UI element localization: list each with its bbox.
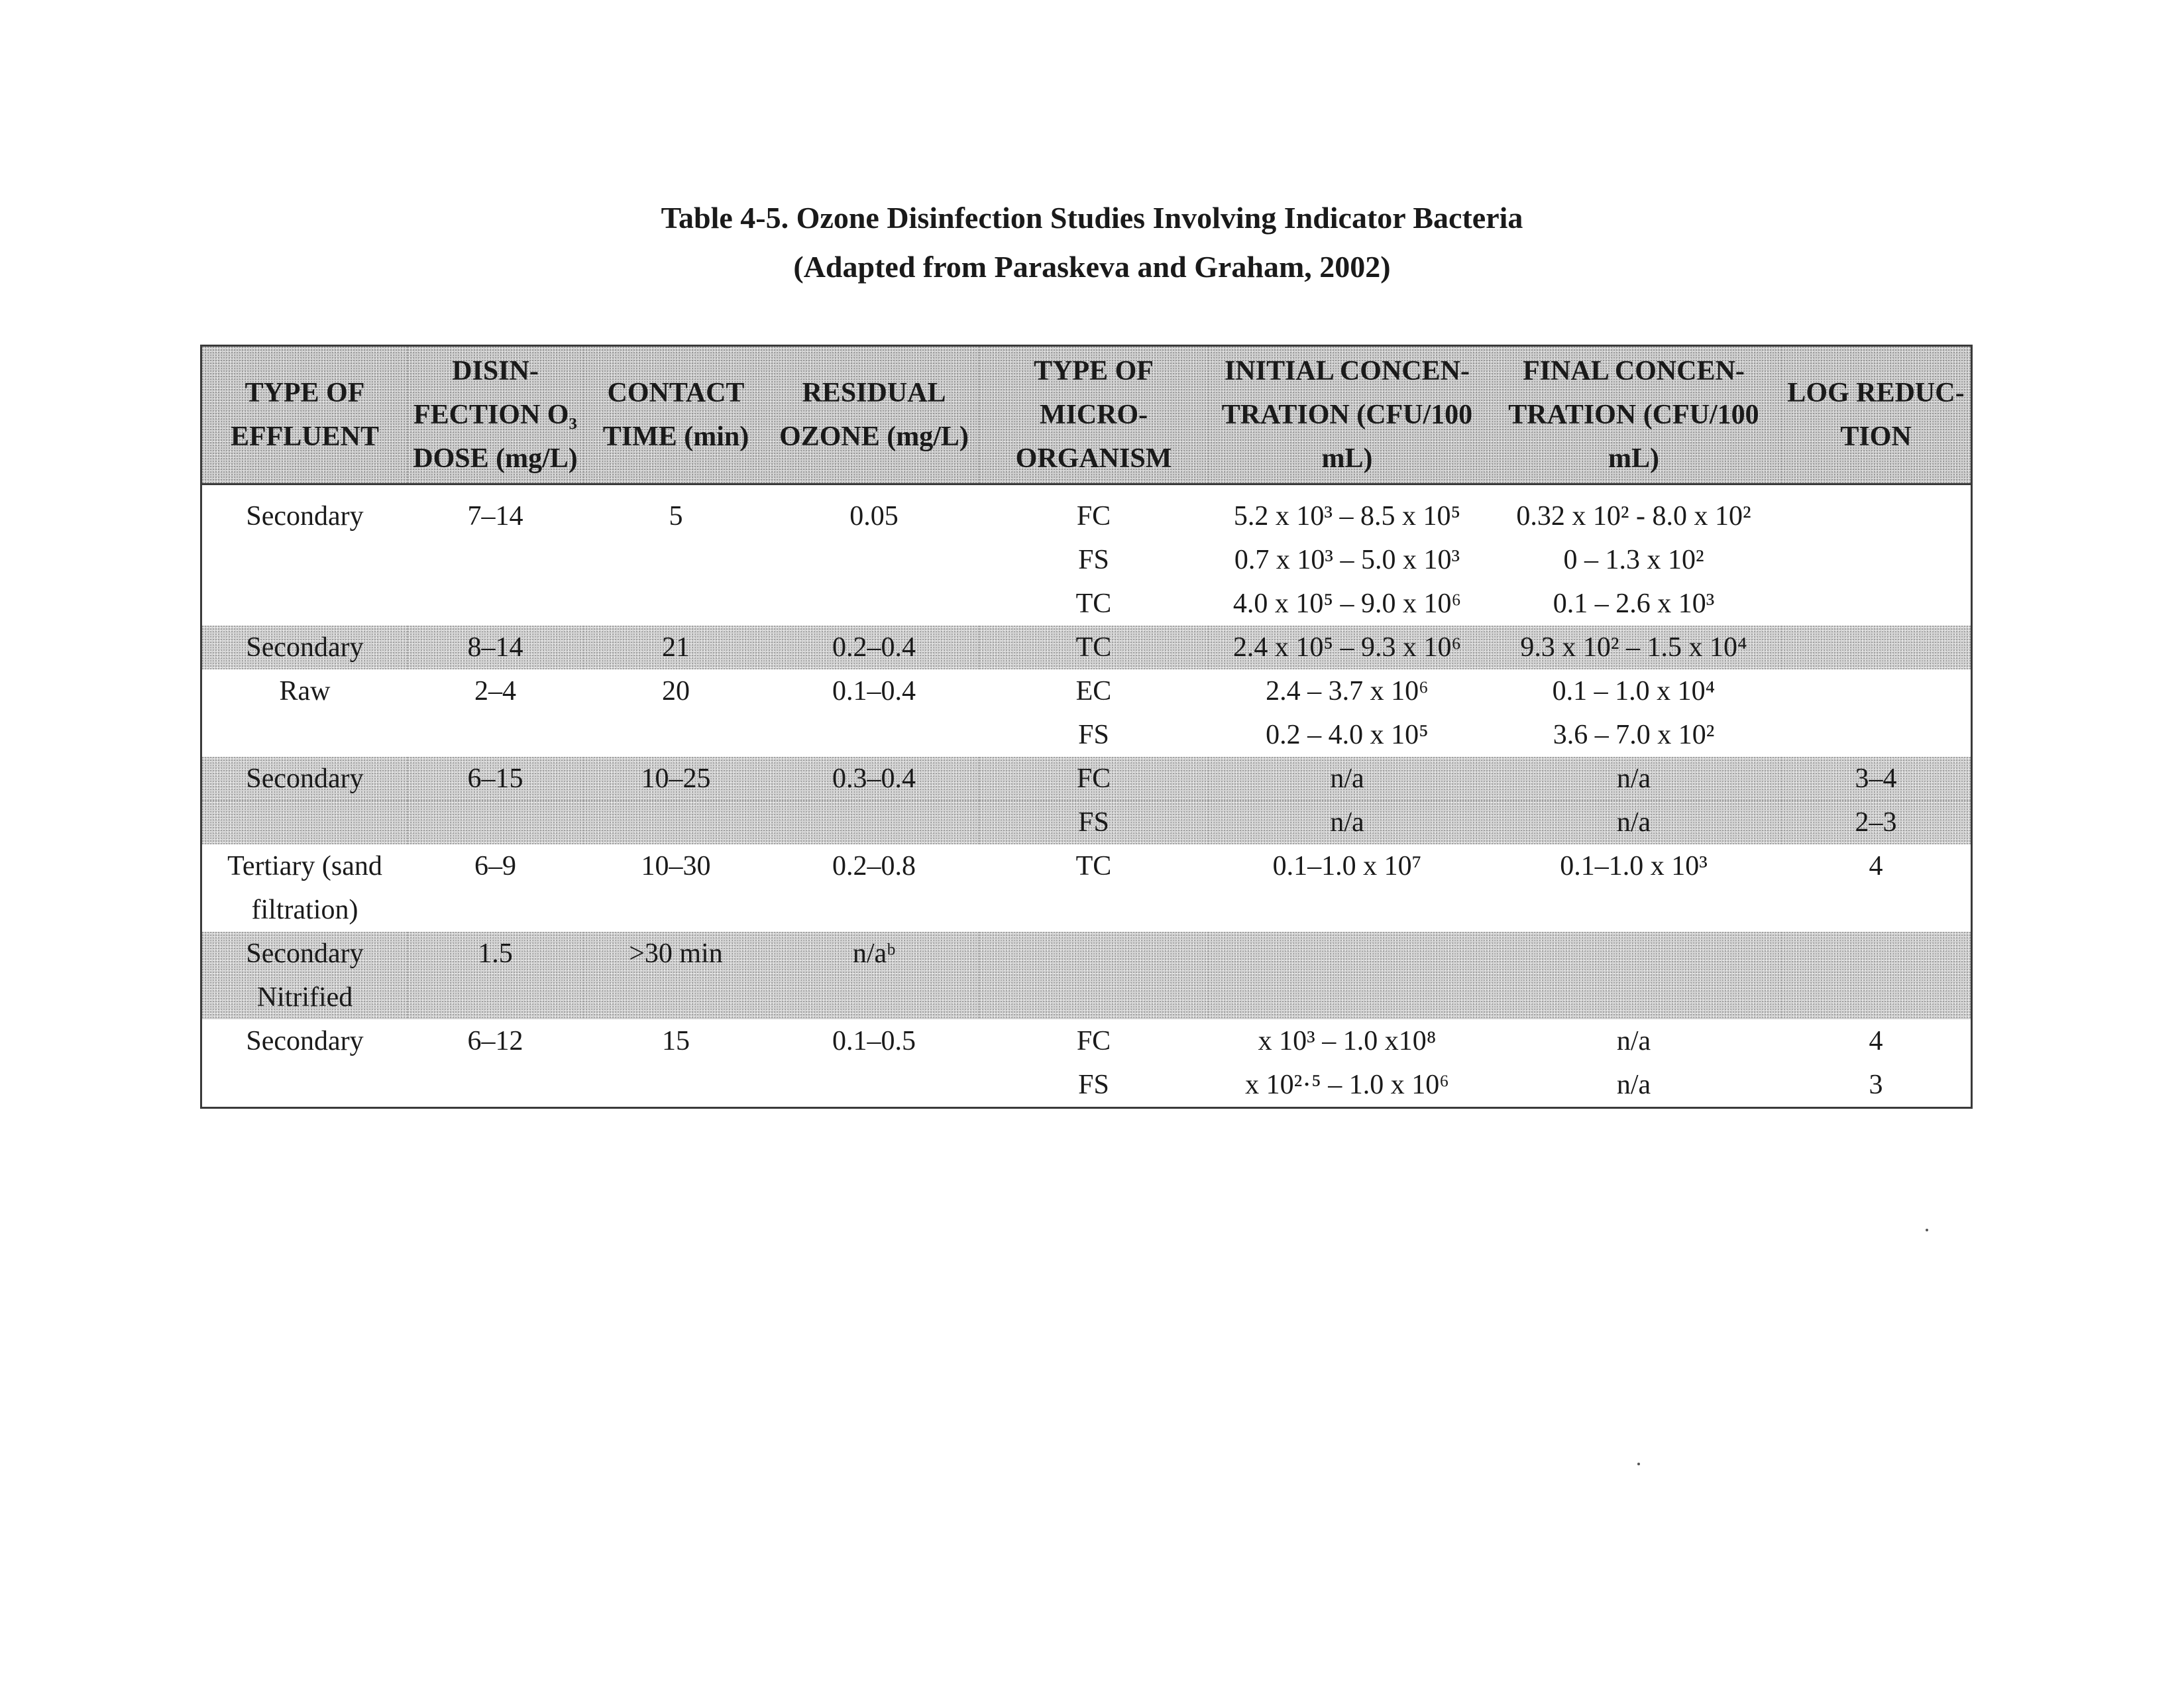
cell-final: 9.3 x 10² – 1.5 x 10⁴ — [1486, 626, 1781, 669]
cell-organism: TC — [979, 626, 1208, 669]
cell-organism: FS — [979, 801, 1208, 844]
cell-initial: 2.4 – 3.7 x 10⁶ — [1266, 676, 1429, 706]
cell-contact-time — [583, 1063, 769, 1107]
cell-contact-time — [583, 538, 769, 582]
cell-final: 0.1 – 1.0 x 10⁴ — [1552, 676, 1716, 706]
table-header — [202, 347, 1971, 484]
header-row — [202, 347, 1971, 484]
header-ozone-dose: DISIN-FECTION O₃ DOSE (mg/L) — [408, 347, 583, 484]
page-speck — [1926, 1229, 1928, 1231]
cell-contact-time: 21 — [583, 626, 769, 669]
cell-dose: 6–9 — [474, 851, 516, 881]
cell-dose — [408, 801, 583, 844]
table-row — [202, 1063, 1971, 1107]
cell-organism: FS — [1078, 545, 1109, 575]
cell-final: 0 – 1.3 x 10² — [1563, 545, 1704, 575]
cell-final: n/a — [1616, 1070, 1651, 1100]
cell-initial: 0.7 x 10³ – 5.0 x 10³ — [1234, 545, 1460, 575]
cell-log-reduction — [1781, 538, 1971, 582]
cell-final: 0.1–1.0 x 10³ — [1560, 851, 1708, 881]
cell-initial: 2.4 x 10⁵ – 9.3 x 10⁶ — [1208, 626, 1486, 669]
table-row — [202, 1019, 1971, 1063]
cell-dose: 1.5 — [408, 932, 583, 1019]
cell-log-reduction: 3–4 — [1781, 757, 1971, 801]
header-residual-ozone: RESIDUAL OZONE (mg/L) — [769, 347, 979, 484]
cell-final: 3.6 – 7.0 x 10² — [1553, 720, 1715, 750]
cell-dose: 6–12 — [467, 1026, 523, 1056]
cell-initial: x 10³ – 1.0 x10⁸ — [1258, 1026, 1437, 1056]
table-row — [202, 757, 1971, 801]
table-row — [202, 669, 1971, 713]
cell-initial: 0.2 – 4.0 x 10⁵ — [1266, 720, 1429, 750]
cell-final: n/a — [1616, 1026, 1651, 1056]
cell-contact-time — [583, 582, 769, 626]
cell-log-reduction — [1781, 582, 1971, 626]
page-speck — [1637, 1463, 1640, 1465]
cell-final: n/a — [1486, 801, 1781, 844]
table-row — [202, 626, 1971, 669]
cell-final: 0.1 – 2.6 x 10³ — [1553, 589, 1715, 619]
cell-residual — [769, 801, 979, 844]
cell-dose: 2–4 — [474, 676, 516, 706]
cell-effluent: Secondary Nitrified — [202, 932, 408, 1019]
cell-dose — [408, 582, 583, 626]
disinfection-table — [200, 345, 1973, 1109]
cell-final — [1486, 932, 1781, 1019]
cell-organism: FC — [1076, 1026, 1111, 1056]
cell-contact-time: 5 — [669, 501, 683, 532]
cell-residual: 0.2–0.8 — [832, 851, 916, 881]
cell-organism: TC — [1075, 851, 1112, 881]
header-microorganism: TYPE OF MICRO-ORGANISM — [979, 347, 1208, 484]
cell-contact-time: 10–25 — [583, 757, 769, 801]
cell-organism: EC — [1075, 676, 1112, 706]
cell-organism: FS — [1078, 720, 1109, 750]
cell-residual: 0.05 — [849, 501, 899, 532]
cell-dose — [408, 1063, 583, 1107]
cell-dose — [408, 538, 583, 582]
cell-contact-time: >30 min — [583, 932, 769, 1019]
table-row — [202, 801, 1971, 844]
cell-final: 0.32 x 10² - 8.0 x 10² — [1516, 501, 1751, 532]
cell-organism: FC — [979, 757, 1208, 801]
header-initial-concentration: INITIAL CONCEN-TRATION (CFU/100 mL) — [1208, 347, 1486, 484]
cell-effluent — [202, 582, 408, 626]
cell-contact-time: 20 — [662, 676, 690, 706]
table-row — [202, 844, 1971, 932]
cell-residual: 0.3–0.4 — [769, 757, 979, 801]
table-body — [202, 484, 1971, 1107]
cell-organism: TC — [1075, 589, 1112, 619]
cell-initial: 4.0 x 10⁵ – 9.0 x 10⁶ — [1232, 589, 1462, 619]
table-caption — [0, 194, 2184, 292]
cell-contact-time — [583, 713, 769, 757]
cell-effluent: Tertiary (sand filtration) — [227, 851, 382, 925]
cell-residual — [769, 1063, 979, 1107]
cell-dose: 8–14 — [408, 626, 583, 669]
cell-contact-time: 15 — [662, 1026, 690, 1056]
cell-organism: FS — [1078, 1070, 1109, 1100]
cell-log-reduction — [1781, 669, 1971, 713]
header-final-concentration: FINAL CONCEN-TRATION (CFU/100 mL) — [1486, 347, 1781, 484]
cell-initial — [1208, 932, 1486, 1019]
cell-residual: n/aᵇ — [769, 932, 979, 1019]
cell-initial: 0.1–1.0 x 10⁷ — [1272, 851, 1422, 881]
cell-residual: 0.1–0.4 — [832, 676, 916, 706]
table-row — [202, 582, 1971, 626]
cell-effluent — [202, 801, 408, 844]
cell-contact-time: 10–30 — [641, 851, 711, 881]
cell-initial: x 10²·⁵ – 1.0 x 10⁶ — [1245, 1070, 1449, 1100]
cell-contact-time — [583, 801, 769, 844]
cell-log-reduction: 4 — [1869, 851, 1883, 881]
table-source: (Adapted from Paraskeva and Graham, 2002) — [793, 250, 1391, 284]
cell-initial: n/a — [1208, 757, 1486, 801]
cell-log-reduction: 3 — [1869, 1070, 1883, 1100]
cell-log-reduction — [1781, 932, 1971, 1019]
cell-organism — [979, 932, 1208, 1019]
cell-dose: 7–14 — [467, 501, 523, 532]
cell-effluent: Secondary — [246, 1026, 364, 1056]
cell-dose — [408, 713, 583, 757]
cell-organism: FC — [1076, 501, 1111, 532]
cell-log-reduction — [1781, 484, 1971, 539]
cell-log-reduction: 4 — [1869, 1026, 1883, 1056]
cell-residual: 0.1–0.5 — [832, 1026, 916, 1056]
cell-effluent — [202, 538, 408, 582]
cell-effluent — [202, 713, 408, 757]
table-row — [202, 484, 1971, 539]
cell-effluent: Raw — [279, 676, 331, 706]
cell-residual — [769, 713, 979, 757]
header-type-of-effluent: TYPE OF EFFLUENT — [202, 347, 408, 484]
cell-effluent: Secondary — [202, 757, 408, 801]
cell-log-reduction — [1781, 713, 1971, 757]
cell-effluent: Secondary — [202, 626, 408, 669]
cell-log-reduction: 2–3 — [1781, 801, 1971, 844]
cell-effluent: Secondary — [246, 501, 364, 532]
table-row — [202, 932, 1971, 1019]
cell-residual: 0.2–0.4 — [769, 626, 979, 669]
cell-dose: 6–15 — [408, 757, 583, 801]
table-row — [202, 713, 1971, 757]
table-title: Table 4-5. Ozone Disinfection Studies Involving Indicator Bacteria — [661, 201, 1523, 235]
cell-effluent — [202, 1063, 408, 1107]
cell-initial: 5.2 x 10³ – 8.5 x 10⁵ — [1233, 501, 1461, 532]
table-row — [202, 538, 1971, 582]
header-contact-time: CONTACT TIME (min) — [583, 347, 769, 484]
cell-initial: n/a — [1208, 801, 1486, 844]
cell-residual — [769, 582, 979, 626]
header-log-reduction: LOG REDUC-TION — [1781, 347, 1971, 484]
cell-log-reduction — [1781, 626, 1971, 669]
cell-final: n/a — [1486, 757, 1781, 801]
cell-residual — [769, 538, 979, 582]
